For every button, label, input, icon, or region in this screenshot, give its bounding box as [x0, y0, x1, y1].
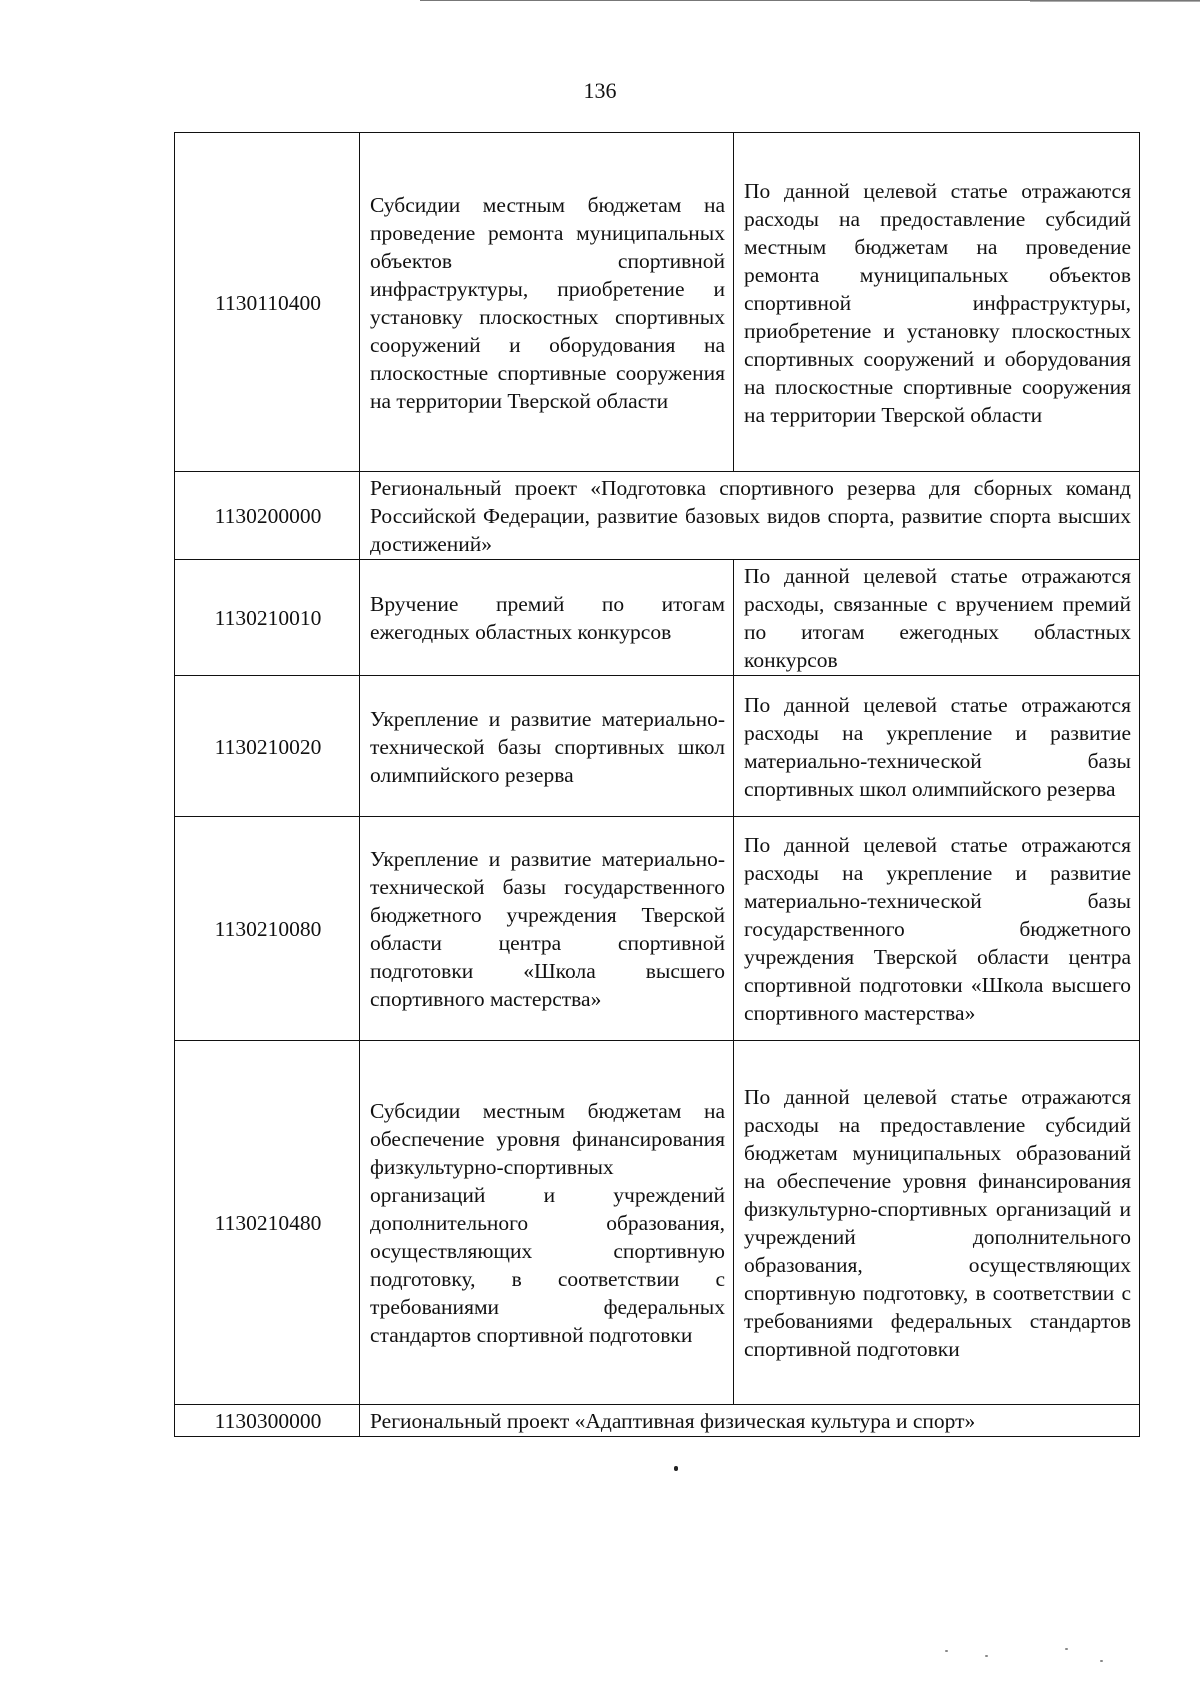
target-item-name: Укрепление и развитие материально-технической базы спортивных школ олимпийского резерва — [360, 676, 734, 817]
target-item-name: Укрепление и развитие материально-технической базы государственного бюджетного учреждения Тверской области центра спортивной подготовки «Школа высшего спортивного мастерства» — [360, 817, 734, 1041]
target-item-code: 1130210020 — [175, 676, 360, 817]
target-item-description: По данной целевой статье отражаются расходы на предоставление субсидий бюджетам муниципальных образований на обеспечение уровня финансирования физкультурно-спортивных организаций и учреждений дополнительного образования, осуществляющих спортивную подготовку, в соответствии с требованиями федеральных стандартов спортивной подготовки — [734, 1041, 1140, 1405]
target-item-description: По данной целевой статье отражаются расходы, связанные с вручением премий по итогам ежегодных областных конкурсов — [734, 560, 1140, 676]
target-item-name: Субсидии местным бюджетам на проведение ремонта муниципальных объектов спортивной инфраструктуры, приобретение и установку плоскостных спортивных сооружений и оборудования на плоскостные спортивные сооружения на территории Тверской области — [360, 133, 734, 472]
project-name: Региональный проект «Подготовка спортивного резерва для сборных команд Российской Федерации, развитие базовых видов спорта, развитие спорта высших достижений» — [360, 472, 1140, 560]
target-item-description: По данной целевой статье отражаются расходы на укрепление и развитие материально-технической базы спортивных школ олимпийского резерва — [734, 676, 1140, 817]
budget-classification-table — [174, 132, 1140, 1437]
target-item-name: Субсидии местным бюджетам на обеспечение уровня финансирования физкультурно-спортивных организаций и учреждений дополнительного образования, осуществляющих спортивную подготовку, в соответствии с требованиями федеральных стандартов спортивной подготовки — [360, 1041, 734, 1405]
target-item-code: 1130210010 — [175, 560, 360, 676]
table-row — [175, 676, 1140, 817]
target-item-description: По данной целевой статье отражаются расходы на предоставление субсидий местным бюджетам на проведение ремонта муниципальных объектов спортивной инфраструктуры, приобретение и установку плоскостных спортивных сооружений и оборудования на плоскостные спортивные сооружения на территории Тверской области — [734, 133, 1140, 472]
target-item-code: 1130210080 — [175, 817, 360, 1041]
table-row — [175, 1041, 1140, 1405]
table-row — [175, 472, 1140, 560]
scan-speck — [985, 1655, 988, 1657]
table-row — [175, 1405, 1140, 1437]
table-row — [175, 133, 1140, 472]
target-item-code: 1130110400 — [175, 133, 360, 472]
target-item-name: Вручение премий по итогам ежегодных областных конкурсов — [360, 560, 734, 676]
project-name: Региональный проект «Адаптивная физическая культура и спорт» — [360, 1405, 1140, 1437]
scan-speck — [1065, 1648, 1068, 1650]
target-item-code: 1130300000 — [175, 1405, 360, 1437]
scan-speck — [945, 1650, 948, 1652]
target-item-description: По данной целевой статье отражаются расходы на укрепление и развитие материально-технической базы государственного бюджетного учреждения Тверской области центра спортивной подготовки «Школа высшего спортивного мастерства» — [734, 817, 1140, 1041]
scan-speck — [1100, 1660, 1103, 1662]
page-number: 136 — [583, 78, 617, 103]
target-item-code: 1130200000 — [175, 472, 360, 560]
target-item-code: 1130210480 — [175, 1041, 360, 1405]
table-row — [175, 817, 1140, 1041]
scan-speck — [674, 1466, 678, 1471]
scan-edge-line — [1030, 1, 1200, 2]
table-row — [175, 560, 1140, 676]
